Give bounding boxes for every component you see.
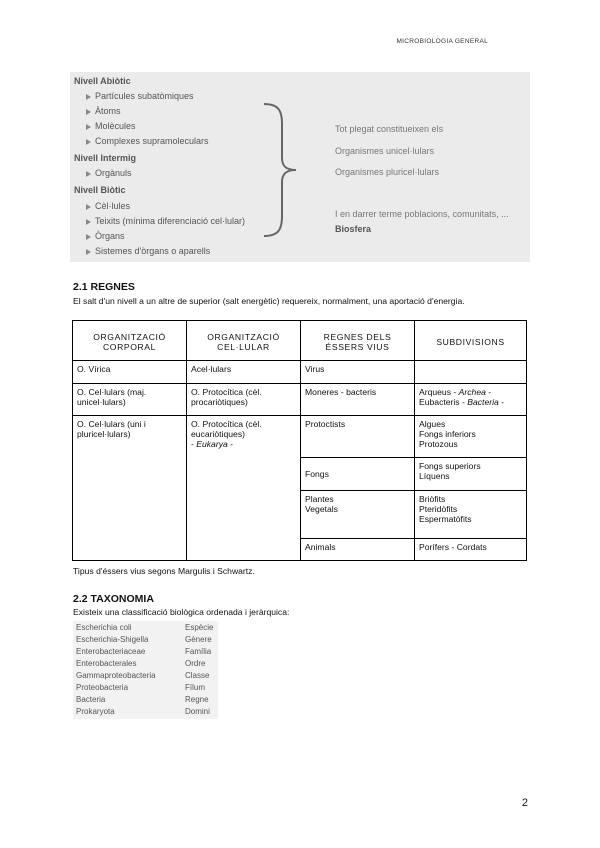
abiotic-level-title: Nivell Abiòtic <box>74 76 131 86</box>
taxonomy-rank: Gènere <box>185 635 212 644</box>
table-header-row <box>73 321 527 361</box>
taxonomy-rank: Ordre <box>185 659 206 668</box>
table-cell <box>73 491 187 539</box>
taxonomy-rank: Regne <box>185 695 209 704</box>
bullet-triangle-icon <box>86 234 91 240</box>
level-item: Teixits (mínima diferenciació cel·lular) <box>86 216 245 226</box>
level-note: I en darrer terme poblacions, comunitats, ... <box>335 209 509 219</box>
running-header: MICROBIOLOGIA GENERAL <box>396 38 488 45</box>
section-title-regnes: 2.1 REGNES <box>73 281 135 293</box>
taxonomy-rank: Domini <box>185 707 210 716</box>
table-cell: Plantes Vegetals <box>301 491 415 539</box>
table-cell: Protoctists <box>301 416 415 458</box>
table-cell: Acel·lulars <box>187 361 301 384</box>
taxonomy-name: Gammaproteobacteria <box>76 671 156 680</box>
kingdoms-table <box>72 320 527 561</box>
table-cell <box>187 539 301 561</box>
level-item: Cèl·lules <box>86 201 130 211</box>
level-item: Sistemes d'òrgans o aparells <box>86 246 210 256</box>
bullet-triangle-icon <box>86 171 91 177</box>
table-cell: O. Cel·lulars (uni i pluricel·lulars) <box>73 416 187 458</box>
section-paragraph: El salt d'un nivell a un altre de superior (salt energètic) requereix, normalment, una aportació d'energia. <box>73 296 465 306</box>
taxonomy-name: Enterobacterales <box>76 659 137 668</box>
table-caption: Tipus d'éssers vius segons Margulis i Schwartz. <box>73 566 255 576</box>
biosfera-label: Biosfera <box>335 224 372 234</box>
table-row <box>73 491 527 539</box>
table-cell: Animals <box>301 539 415 561</box>
bullet-triangle-icon <box>86 139 91 145</box>
table-cell: Briòfits Pteridòfits Espermatòfits <box>415 491 527 539</box>
table-cell: O. Protocítica (cèl. eucariòtiques) - Eukarya - <box>187 416 301 458</box>
table-cell <box>73 539 187 561</box>
taxonomy-name: Proteobacteria <box>76 683 129 692</box>
level-item: Òrgans <box>86 231 125 241</box>
curly-brace-icon <box>258 102 302 238</box>
table-header-cell: REGNES DELS ÉSSERS VIUS <box>301 321 415 361</box>
table-cell: O. Vírica <box>73 361 187 384</box>
table-cell: Moneres - bacteris <box>301 384 415 416</box>
bullet-triangle-icon <box>86 204 91 210</box>
taxonomy-rank: Espècie <box>185 623 214 632</box>
bullet-triangle-icon <box>86 124 91 130</box>
taxonomy-name: Escherichia coli <box>76 623 132 632</box>
table-cell: Porífers - Cordats <box>415 539 527 561</box>
taxonomy-name: Escherichia-Shigella <box>76 635 149 644</box>
page-number: 2 <box>521 797 528 809</box>
table-cell: Arqueus - Archea - Eubacteris - Bacteria - <box>415 384 527 416</box>
taxonomy-rank: Fílum <box>185 683 205 692</box>
table-row <box>73 539 527 561</box>
level-note: Tot plegat constitueixen els <box>335 124 444 134</box>
bullet-triangle-icon <box>86 94 91 100</box>
table-row <box>73 384 527 416</box>
level-item: Àtoms <box>86 106 121 116</box>
bullet-triangle-icon <box>86 219 91 225</box>
bullet-triangle-icon <box>86 249 91 255</box>
table-header-cell: ORGANITZACIÓ CEL·LULAR <box>187 321 301 361</box>
table-cell: Fongs <box>301 458 415 491</box>
level-item: Orgànuls <box>86 168 132 178</box>
level-note: Organismes unicel·lulars <box>335 146 435 156</box>
table-header-cell: ORGANITZACIÓ CORPORAL <box>73 321 187 361</box>
table-cell: O. Cel·lulars (maj. unicel·lulars) <box>73 384 187 416</box>
intermediate-level-title: Nivell Intermig <box>74 153 137 163</box>
taxonomy-name: Prokaryota <box>76 707 115 716</box>
table-header-cell: SUBDIVISIONS <box>415 321 527 361</box>
table-row <box>73 458 527 491</box>
taxonomy-rank: Classe <box>185 671 210 680</box>
table-cell <box>415 361 527 384</box>
bullet-triangle-icon <box>86 109 91 115</box>
biotic-level-title: Nivell Biòtic <box>74 185 126 195</box>
table-cell: Fongs superiors Líquens <box>415 458 527 491</box>
organization-levels-figure <box>70 72 530 262</box>
table-cell <box>187 458 301 491</box>
level-note: Organismes pluricel·lulars <box>335 167 440 177</box>
section-title-taxonomia: 2.2 TAXONOMIA <box>73 593 154 605</box>
table-row <box>73 416 527 458</box>
taxonomy-name: Bacteria <box>76 695 106 704</box>
section-paragraph: Existeix una classificació biològica ordenada i jeràrquica: <box>73 607 290 617</box>
taxonomy-figure <box>73 621 218 719</box>
table-row <box>73 361 527 384</box>
table-cell: O. Protocítica (cèl. procariòtiques) <box>187 384 301 416</box>
level-item: Molècules <box>86 121 136 131</box>
taxonomy-name: Enterobacteriaceae <box>76 647 146 656</box>
table-cell: Algues Fongs inferiors Protozous <box>415 416 527 458</box>
level-item: Complexes supramoleculars <box>86 136 209 146</box>
table-cell <box>73 458 187 491</box>
table-cell: Virus <box>301 361 415 384</box>
level-item: Partícules subatòmiques <box>86 91 194 101</box>
table-cell <box>187 491 301 539</box>
taxonomy-rank: Família <box>185 647 212 656</box>
